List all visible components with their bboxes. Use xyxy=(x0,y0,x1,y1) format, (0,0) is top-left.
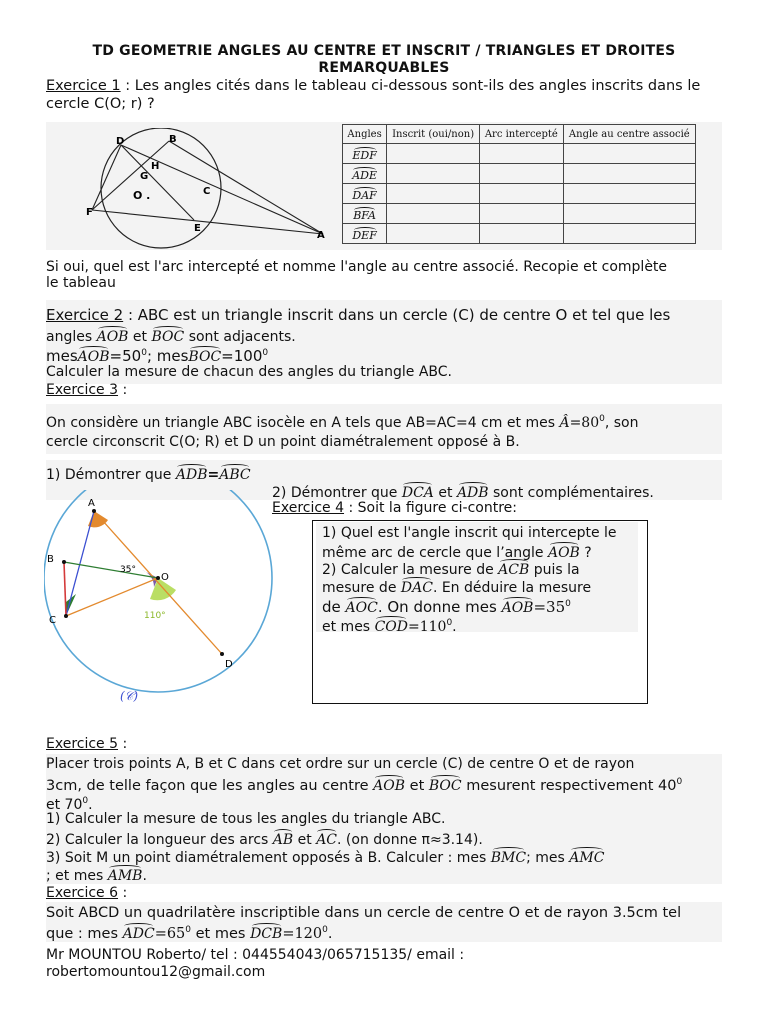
angle-cell: DAF xyxy=(352,186,376,202)
table-row xyxy=(343,184,696,204)
table-row xyxy=(343,164,696,184)
table-header: Angles xyxy=(343,125,387,144)
ex4-b4: mesure de DAC. En déduire la mesure xyxy=(322,576,591,597)
ex2-label: Exercice 2 xyxy=(46,306,124,324)
angle-boc: BOC xyxy=(188,345,221,366)
line-de xyxy=(121,145,194,220)
angle-cell: ADE xyxy=(352,166,377,182)
ex4-b1: 1) Quel est l'angle inscrit qui intercepte le xyxy=(322,525,617,541)
label-b: B xyxy=(169,134,177,145)
line-fd xyxy=(92,145,121,210)
ex5-q3: 3) Soit M un point diamétralement opposés à B. Calculer : mes BMC; mes AMC xyxy=(46,846,604,867)
ex4-title: Exercice 4 : Soit la figure ci-contre: xyxy=(272,500,517,516)
page-title: TD GEOMETRIE ANGLES AU CENTRE ET INSCRIT / TRIANGLES ET DROITES xyxy=(92,43,676,59)
label-f: F xyxy=(86,207,93,218)
ex2-line4: Calculer la mesure de chacun des angles du triangle ABC. xyxy=(46,364,452,380)
label-35: 35° xyxy=(120,565,136,575)
label-e: E xyxy=(194,223,201,234)
ex3-line1: On considère un triangle ABC isocèle en A tels que AB=AC=4 cm et mes $Â=80^0$, son xyxy=(46,414,639,431)
table-header-row xyxy=(343,125,696,144)
label-b: B xyxy=(47,554,54,565)
table-row xyxy=(343,224,696,244)
label-110: 110° xyxy=(144,611,166,621)
ex2-line3: $mesAOB=50^0$; $mesBOC=100^0$ xyxy=(46,347,269,365)
ex1-intro: Exercice 1 : Les angles cités dans le tableau ci-dessous sont-ils des angles inscrits dans le xyxy=(46,78,701,94)
angle-adc: ADC xyxy=(123,922,155,943)
angle-cod: COD xyxy=(375,615,408,636)
angle-cell: BFA xyxy=(353,206,376,222)
angle-boc: BOC xyxy=(152,325,185,346)
ex5-line1: Placer trois points A, B et C dans cet ordre sur un cercle (C) de centre O et de rayon xyxy=(46,756,635,772)
angle-amc: AMC xyxy=(569,846,604,867)
ex5-q2: 2) Calculer la longueur des arcs AB et AC. (on donne π≈3.14). xyxy=(46,828,483,849)
ex6-title: Exercice 6 : xyxy=(46,885,128,901)
ex4-b5: de AOC. On donne mes $AOB=35^0$ xyxy=(322,598,571,616)
angle-aob: AOB xyxy=(373,774,405,795)
ex5-label: Exercice 5 xyxy=(46,736,119,752)
table-row xyxy=(343,204,696,224)
angle-amb: AMB xyxy=(108,864,143,885)
label-g: G xyxy=(140,171,149,182)
table-row xyxy=(343,144,696,164)
angle-aob: AOB xyxy=(97,325,129,346)
angle-abc: ABC xyxy=(219,463,250,484)
label-a: A xyxy=(317,230,325,241)
angle-cell: DEF xyxy=(352,226,376,242)
angle-aob: AOB xyxy=(78,345,110,366)
ex6-line2: que : mes $ADC=65^0$ et mes $DCB=120^0$. xyxy=(46,921,332,943)
line-fb xyxy=(92,141,169,210)
label-h: H xyxy=(151,161,160,172)
angle-dcb: DCB xyxy=(250,922,282,943)
angle-adb: ADB xyxy=(176,463,208,484)
ex5-q4: ; et mes AMB. xyxy=(46,864,147,885)
label-o: O . xyxy=(133,189,151,202)
ex5-line3: et $70^0$. xyxy=(46,796,93,813)
angle-dac: DAC xyxy=(401,576,433,597)
ex4-label: Exercice 4 xyxy=(272,500,345,516)
ex4-b2: même arc de cercle que l’angle AOB ? xyxy=(322,541,592,562)
angle-dca: DCA xyxy=(402,481,434,502)
ex1-circle-figure xyxy=(85,128,337,250)
angle-adb: ADB xyxy=(457,481,489,502)
angle-aob: AOB xyxy=(502,596,534,617)
ex3-line2: cercle circonscrit C(O; R) et D un point diamétralement opposé à B. xyxy=(46,434,520,450)
angles-table xyxy=(342,124,696,244)
ex1-label: Exercice 1 xyxy=(46,78,121,94)
page-title-line2: REMARQUABLES xyxy=(318,60,450,76)
angle-aoc: AOC xyxy=(346,596,378,617)
ex3-label: Exercice 3 xyxy=(46,382,119,398)
angle-aob: AOB xyxy=(548,541,580,562)
table-header: Arc intercepté xyxy=(480,125,564,144)
ex1-after-2: le tableau xyxy=(46,275,116,291)
circle-label: (𝒞) xyxy=(120,689,139,703)
footer-contact: Mr MOUNTOU Roberto/ tel : 044554043/065715135/ email : xyxy=(46,947,465,963)
line-bc xyxy=(64,562,66,616)
ex2-line2: angles AOB et BOC sont adjacents. xyxy=(46,325,296,346)
label-a: A xyxy=(88,498,95,509)
label-c: C xyxy=(203,186,211,197)
ex5-line2: 3cm, de telle façon que les angles au centre AOB et BOC mesurent respectivement $40^0$ xyxy=(46,773,682,795)
label-d: D xyxy=(225,659,233,670)
ex3-title: Exercice 3 : xyxy=(46,382,128,398)
table-header: Angle au centre associé xyxy=(563,125,695,144)
angle-a-sector xyxy=(88,511,108,527)
label-c: C xyxy=(49,615,56,626)
ex6-label: Exercice 6 xyxy=(46,885,119,901)
table-header: Inscrit (oui/non) xyxy=(387,125,480,144)
angle-bmc: BMC xyxy=(491,846,526,867)
ex5-q1: 1) Calculer la mesure de tous les angles du triangle ABC. xyxy=(46,811,446,827)
label-d: D xyxy=(116,136,125,147)
ex2-line1: Exercice 2 : ABC est un triangle inscrit dans un cercle (C) de centre O et tel que les xyxy=(46,306,671,324)
ex3-q2: 2) Démontrer que DCA et ADB sont complémentaires. xyxy=(272,481,654,502)
ex4-circle-figure xyxy=(44,490,274,712)
ex1-after-1: Si oui, quel est l'arc intercepté et nomme l'angle au centre associé. Recopie et complète xyxy=(46,259,668,275)
footer-email: robertomountou12@gmail.com xyxy=(46,964,266,980)
line-da xyxy=(121,145,323,234)
angle-acb: ACB xyxy=(498,558,529,579)
line-ad xyxy=(94,511,222,654)
ex5-title: Exercice 5 : xyxy=(46,736,128,752)
angle-boc: BOC xyxy=(429,774,462,795)
ex4-b6: et mes $COD=110^0$. xyxy=(322,614,457,636)
label-o: O xyxy=(161,572,169,583)
ex4-b3: 2) Calculer la mesure de ACB puis la xyxy=(322,558,580,579)
arc-ab: AB xyxy=(273,828,293,849)
arc-ac: AC xyxy=(316,828,337,849)
ex1-intro-2: cercle C(O; r) ? xyxy=(46,96,155,112)
angle-cell: EDF xyxy=(352,146,376,162)
ex6-line1: Soit ABCD un quadrilatère inscriptible dans un cercle de centre O et de rayon 3.5cm tel xyxy=(46,905,682,921)
ex3-q1: 1) Démontrer que ADB=ABC xyxy=(46,463,251,484)
